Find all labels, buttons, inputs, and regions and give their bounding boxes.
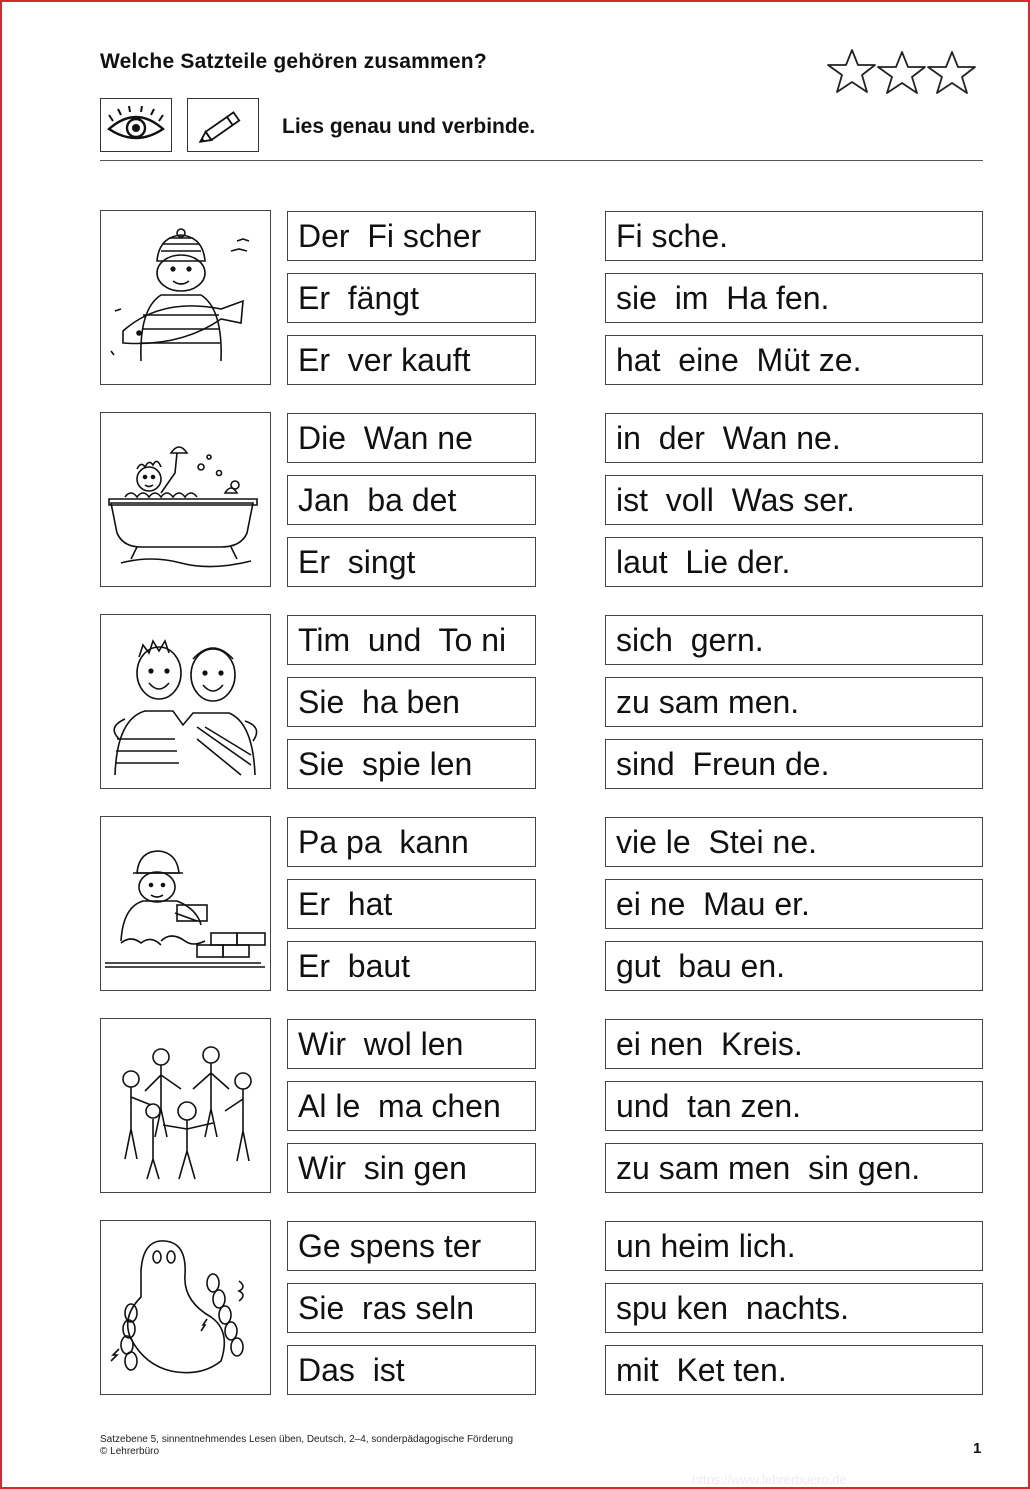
star-icon [828,50,875,92]
sentence-end[interactable]: sich gern. [605,615,983,665]
sentence-end[interactable]: ei ne Mau er. [605,879,983,929]
sentence-start[interactable]: Er ver kauft [287,335,536,385]
sentence-end[interactable]: zu sam men sin gen. [605,1143,983,1193]
sentence-start[interactable]: Ge spens ter [287,1221,536,1271]
watermark: https://www.lehrerbuero.de [692,1472,847,1487]
sentence-start[interactable]: Sie ha ben [287,677,536,727]
sentence-start[interactable]: Al le ma chen [287,1081,536,1131]
sentence-end[interactable]: mit Ket ten. [605,1345,983,1395]
builder-illustration [100,816,271,991]
pencil-icon-box [187,98,259,152]
sentence-start[interactable]: Jan ba det [287,475,536,525]
sentence-start[interactable]: Wir sin gen [287,1143,536,1193]
sentence-end[interactable]: vie le Stei ne. [605,817,983,867]
star-icon [878,52,925,93]
sentence-start[interactable]: Wir wol len [287,1019,536,1069]
sentence-start[interactable]: Er singt [287,537,536,587]
sentence-start[interactable]: Tim und To ni [287,615,536,665]
sentence-end[interactable]: sind Freun de. [605,739,983,789]
page-number: 1 [973,1440,982,1457]
exercise-group [100,816,984,992]
sentence-start[interactable]: Der Fi scher [287,211,536,261]
difficulty-stars [824,46,980,98]
sentence-end[interactable]: Fi sche. [605,211,983,261]
circle-dance-illustration [100,1018,271,1193]
sentence-end[interactable]: ei nen Kreis. [605,1019,983,1069]
sentence-end[interactable]: ist voll Was ser. [605,475,983,525]
sentence-start[interactable]: Er baut [287,941,536,991]
sentence-end[interactable]: laut Lie der. [605,537,983,587]
sentence-start[interactable]: Er fängt [287,273,536,323]
eye-icon-box [100,98,172,152]
sentence-start[interactable]: Sie ras seln [287,1283,536,1333]
sentence-end[interactable]: hat eine Müt ze. [605,335,983,385]
sentence-start[interactable]: Pa pa kann [287,817,536,867]
pencil-icon [188,99,258,151]
page-title: Welche Satzteile gehören zusammen? [100,50,487,73]
footer-line: Satzebene 5, sinnentnehmendes Lesen üben, Deutsch, 2–4, sonderpädagogische Förderung [100,1434,514,1445]
star-icon [928,52,975,93]
sentence-end[interactable]: sie im Ha fen. [605,273,983,323]
sentence-start[interactable]: Die Wan ne [287,413,536,463]
fisherman-illustration [100,210,271,385]
sentence-end[interactable]: gut bau en. [605,941,983,991]
instruction-text: Lies genau und verbinde. [282,115,536,138]
exercise-group [100,210,984,386]
ghost-illustration [100,1220,271,1395]
sentence-end[interactable]: un heim lich. [605,1221,983,1271]
bathtub-illustration [100,412,271,587]
sentence-start[interactable]: Er hat [287,879,536,929]
header-divider [100,160,983,161]
friends-illustration [100,614,271,789]
sentence-end[interactable]: und tan zen. [605,1081,983,1131]
exercise-group [100,614,984,790]
footer-credits [100,1434,513,1458]
sentence-end[interactable]: in der Wan ne. [605,413,983,463]
sentence-end[interactable]: spu ken nachts. [605,1283,983,1333]
sentence-start[interactable]: Sie spie len [287,739,536,789]
sentence-start[interactable]: Das ist [287,1345,536,1395]
footer-copyright: © Lehrerbüro [100,1446,160,1457]
exercise-group [100,1220,984,1396]
sentence-end[interactable]: zu sam men. [605,677,983,727]
exercise-group [100,412,984,588]
eye-icon [101,99,171,151]
exercise-group [100,1018,984,1194]
